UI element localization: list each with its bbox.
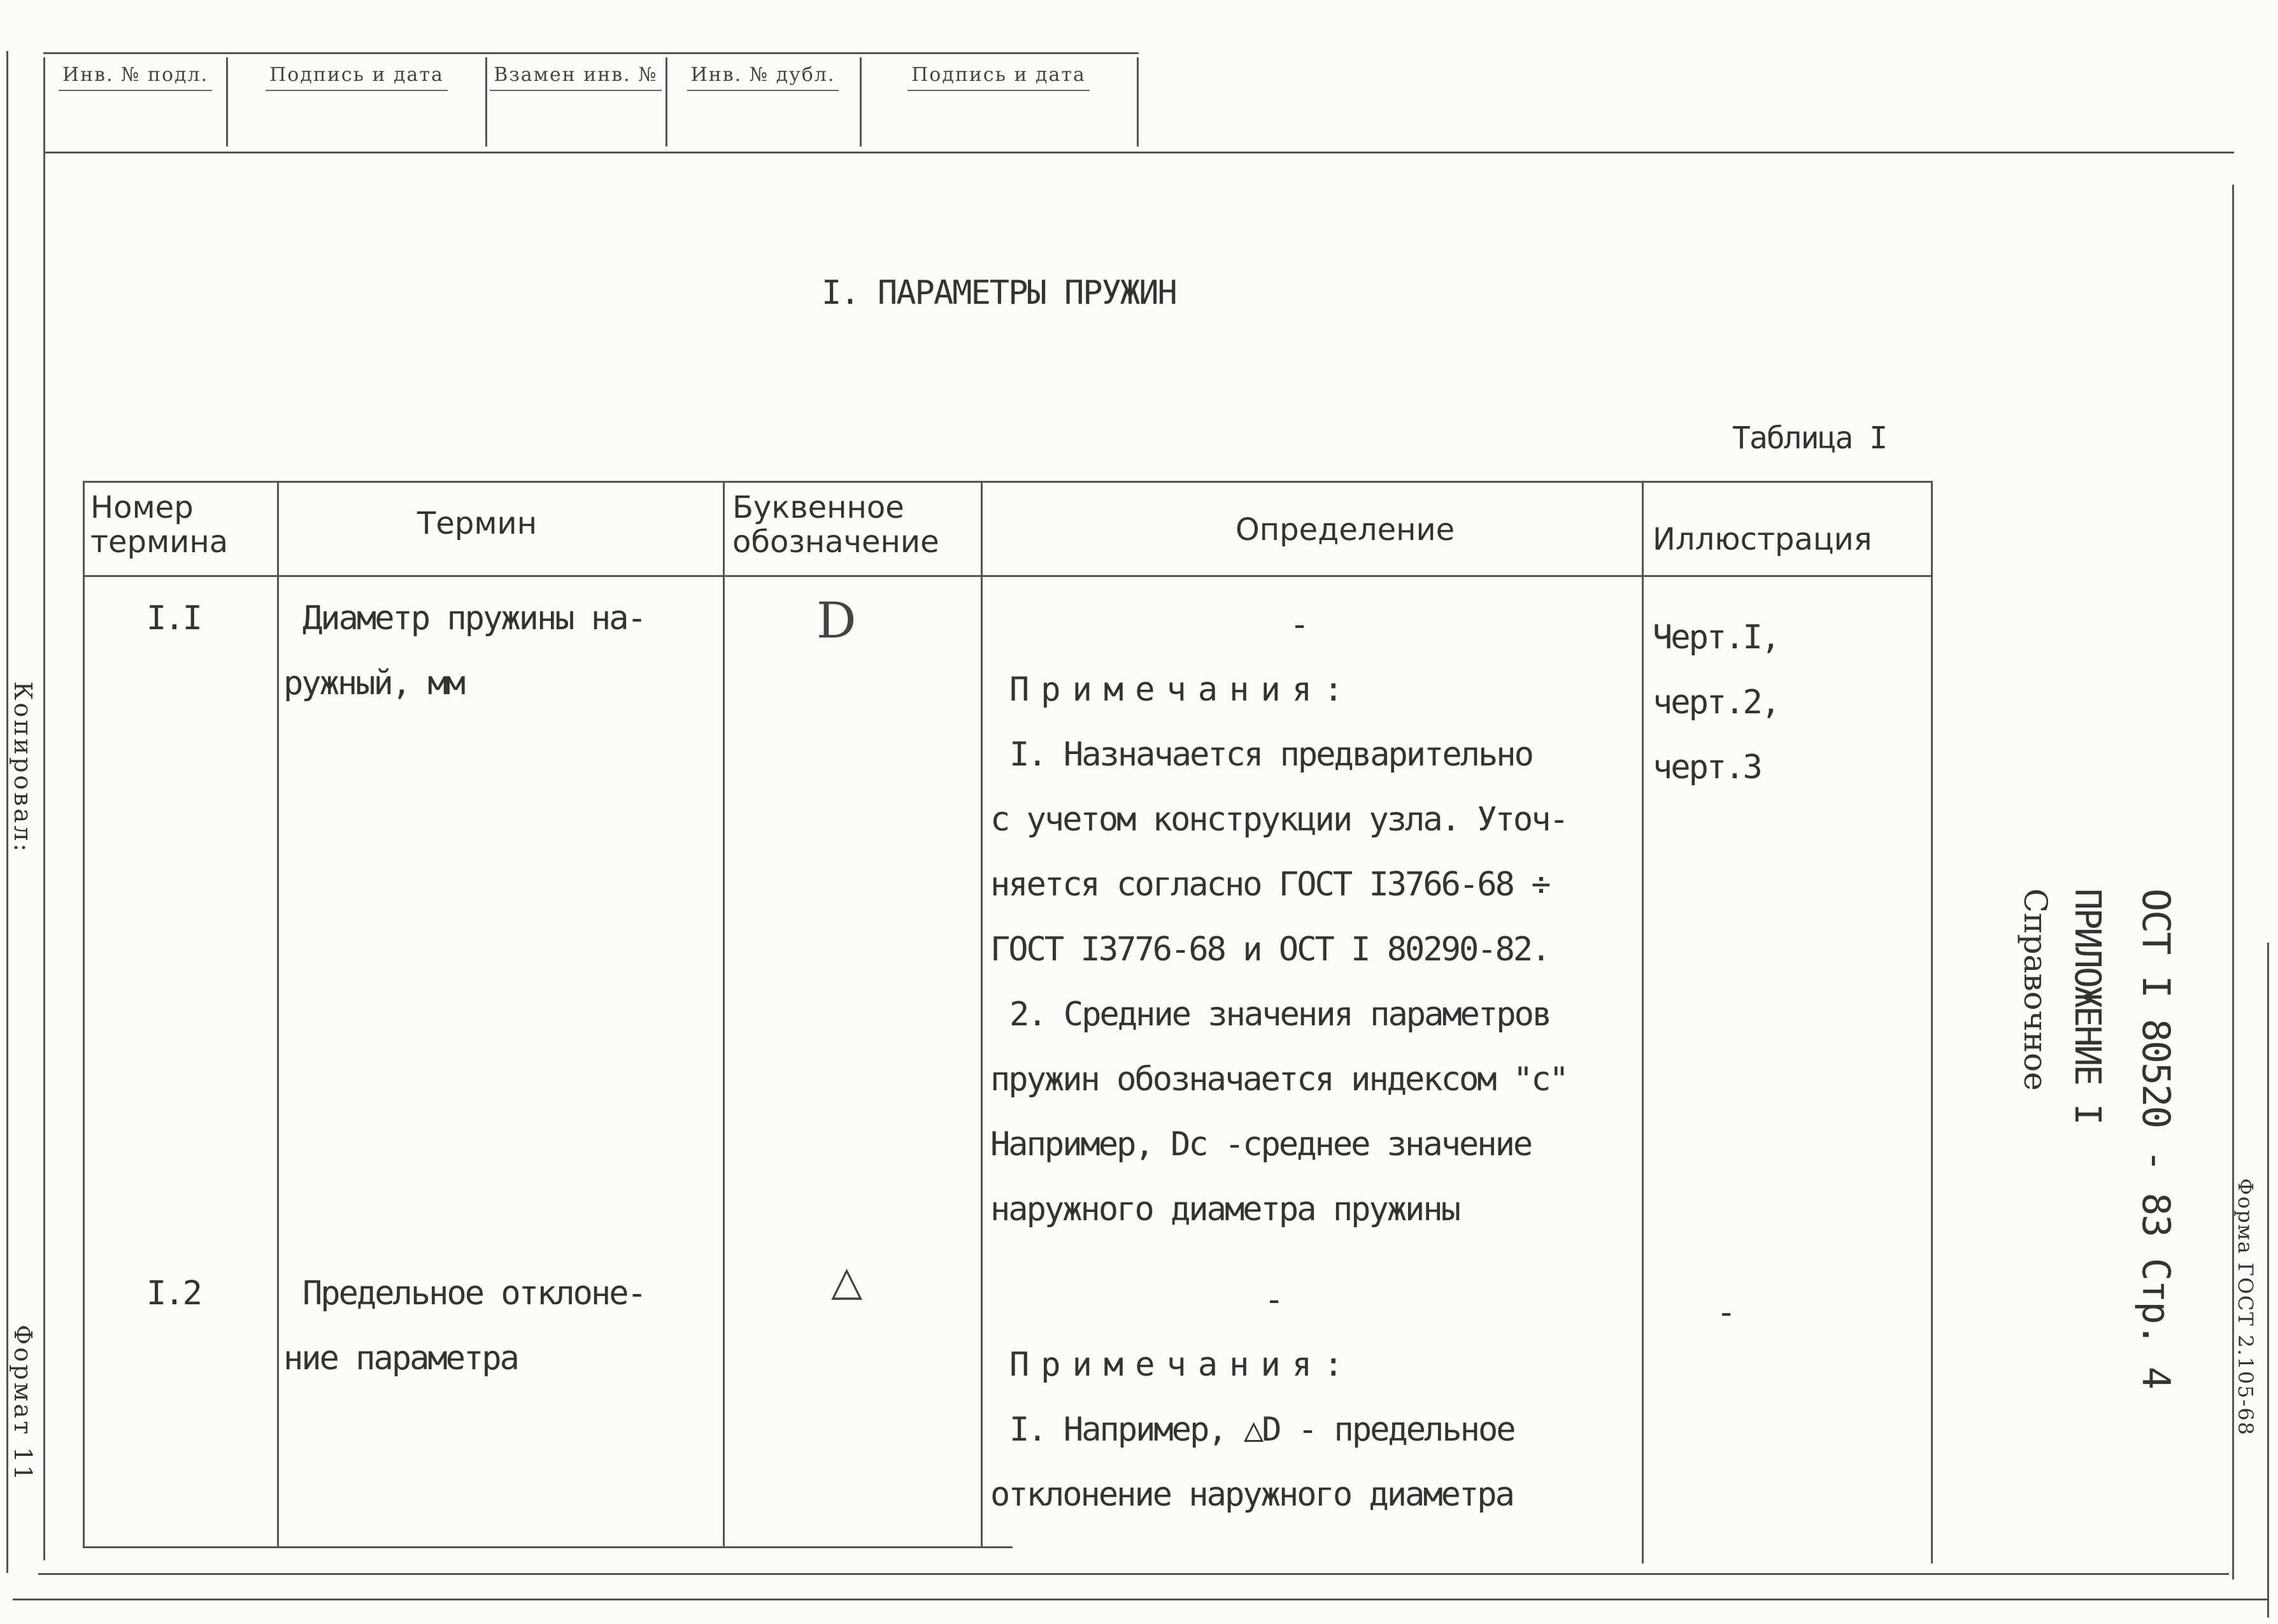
row2-term: Предельное отклоне- ние параметра (283, 1274, 645, 1378)
header-letter: Буквенное обозначение (732, 490, 939, 560)
stamp-divider (485, 57, 487, 146)
header-number: Номер термина (90, 490, 229, 560)
stamp-divider (226, 57, 228, 146)
outer-left-border (6, 51, 8, 1573)
row1-symbol: D (816, 592, 857, 650)
stamp-inv-podl: Инв. № подл. (48, 64, 223, 102)
table-col-line (83, 481, 85, 1548)
appendix-label: ПРИЛОЖЕНИЕ I (2067, 888, 2108, 1123)
table-caption: Таблица I (1732, 420, 1887, 456)
stamp-divider (860, 57, 862, 146)
table-col-line (277, 481, 279, 1548)
copied-by-label: Копировал: (9, 681, 37, 855)
header-definition: Определение (1235, 512, 1455, 548)
row2-number: I.2 (146, 1274, 201, 1313)
row2-definition: - Примечания: I. Например, △D - предельное отклонение наружного диаметра (990, 1281, 1514, 1514)
reference-label: Справочное (2017, 888, 2054, 1091)
document-code: ОСТ I 80520 - 83 Стр. 4 (2133, 888, 2178, 1388)
row1-illustration: Черт.I, черт.2, черт.3 (1653, 618, 1779, 787)
table-col-line (723, 481, 725, 1548)
row1-term: Диаметр пружины на- ружный, мм (283, 599, 645, 702)
table-col-line (981, 481, 983, 1548)
outer-bottom-border (13, 1599, 2267, 1600)
stamp-inv-dubl: Инв. № дубл. (670, 64, 856, 102)
table-header-bottom (83, 575, 1933, 577)
frame-left-border (43, 57, 45, 1560)
row2-illustration: - (1716, 1293, 1735, 1332)
frame-top-border (43, 152, 2234, 153)
stamp-divider (1137, 57, 1139, 146)
table-bottom-border (83, 1546, 1013, 1548)
stamp-divider (666, 57, 667, 146)
frame-bottom-border (38, 1573, 2229, 1575)
stamp-podpis-data-2: Подпись и дата (865, 64, 1132, 102)
format-label: Формат 11 (9, 1325, 37, 1483)
stamp-podpis-data-1: Подпись и дата (232, 64, 481, 102)
row2-symbol: △ (831, 1258, 863, 1305)
header-term: Термин (417, 506, 537, 541)
row1-definition: - Примечания: I. Назначается предварительно с учетом конструкции узла. Уточ- няется согласно ГОСТ I3766-68 ÷ ГОСТ I3776-68 и ОСТ I 80290-82. 2. Средние значения параметров пружин обозначается индексом "c" Например, Dc -среднее значение наружного диаметра пружины (990, 606, 1567, 1229)
row1-number: I.I (146, 599, 201, 637)
table-col-line (1931, 481, 1933, 1563)
section-title: I. ПАРАМЕТРЫ ПРУЖИН (822, 274, 1176, 312)
stamp-top-line (43, 52, 1139, 54)
header-illustration: Иллюстрация (1653, 522, 1872, 557)
form-label: Форма ГОСТ 2.105-68 (2233, 1178, 2258, 1437)
table-col-line (1642, 481, 1644, 1563)
stamp-vzamen-inv: Взамен инв. № (489, 64, 662, 102)
outer-right-border (2267, 943, 2269, 1618)
table-top-border (83, 481, 1933, 483)
